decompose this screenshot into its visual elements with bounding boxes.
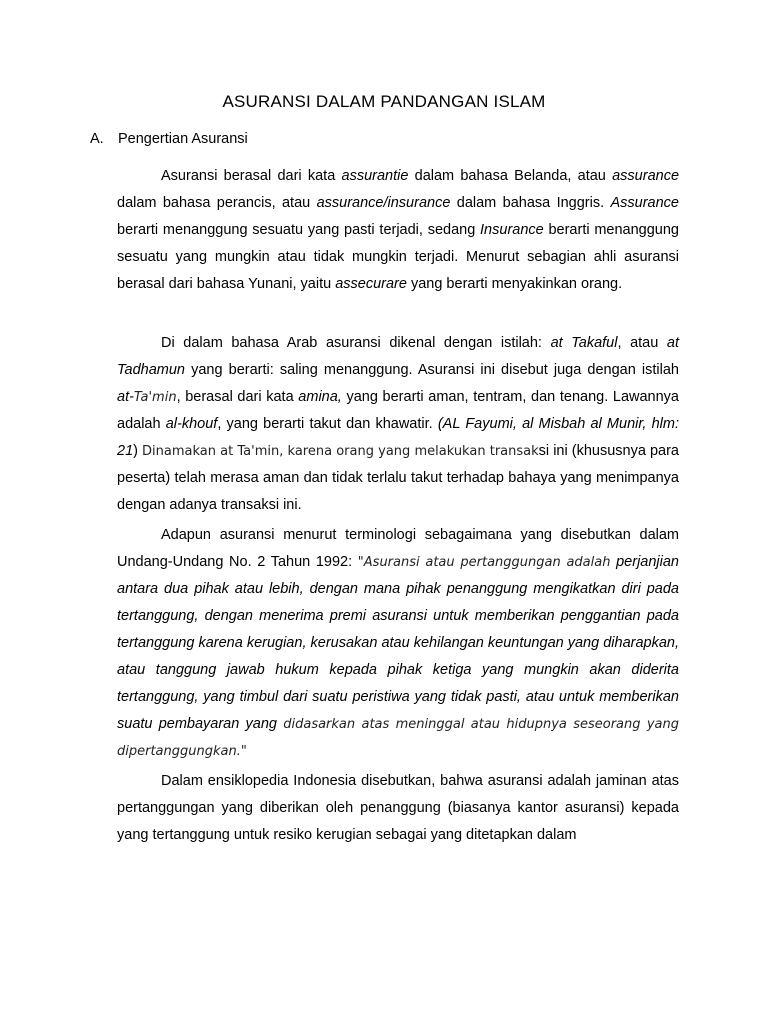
text-run: amina,: [298, 389, 342, 405]
text-run: "Asuransi atau pertanggungan adalah: [357, 555, 611, 570]
text-run: al-khouf: [165, 416, 218, 432]
document-title: ASURANSI DALAM PANDANGAN ISLAM: [222, 92, 546, 111]
text-run: si ini (khususnya para peserta) telah merasa aman dan tidak terlalu takut terhadap bahaya yang menimpanya dengan adanya transaksi ini.: [117, 443, 679, 513]
text-run: at Tadhamun: [117, 335, 679, 378]
text-run: assurance: [612, 168, 680, 184]
text-run: berarti menanggung sesuatu yang pasti terjadi, sedang: [117, 222, 481, 238]
text-run: assurance/insurance: [316, 195, 451, 211]
paragraph-1: [117, 163, 679, 298]
text-run: yang berarti aman, tentram, dan tenang. Lawannya adalah: [117, 389, 679, 432]
text-run: ): [133, 443, 143, 459]
text-run: at Takaful: [550, 335, 618, 351]
text-run: yang berarti menyakinkan orang.: [406, 276, 623, 292]
text-run: assurantie: [341, 168, 409, 184]
text-run: , yang berarti takut dan khawatir.: [217, 416, 438, 432]
text-run: , berasal dari kata: [176, 389, 299, 405]
text-run: berarti menanggung sesuatu yang mungkin atau tidak mungkin terjadi. Menurut sebagian ahli asuransi berasal dari bahasa Yunani, yaitu: [117, 222, 679, 292]
text-run: didasarkan atas meninggal atau hidupnya seseorang yang dipertanggungkan.": [117, 717, 680, 759]
text-run: Dalam ensiklopedia Indonesia disebutkan, bahwa asuransi adalah jaminan atas pertanggungan yang diberikan oleh penanggung (biasanya kantor asuransi) kepada yang tertanggung untuk resiko kerugian sebagai yang ditetapkan dalam: [117, 773, 679, 843]
section-number: A.: [90, 131, 104, 147]
paragraph-text: [117, 330, 679, 519]
paragraph-text: [117, 522, 679, 765]
text-run: Dinamakan at Ta'min, karena orang yang melakukan transak: [142, 444, 539, 459]
text-run: perjanjian antara dua pihak atau lebih, dengan mana pihak penanggung mengikatkan diri pada tertanggung, dengan menerima premi asuransi untuk memberikan penggantian pada tertanggung karena kerugian, kerusakan atau kehilangan keuntungan yang diharapkan, atau tanggung jawab hukum kepada pihak ketiga yang mungkin akan diderita tertanggung, yang timbul dari suatu peristiwa yang tidak pasti, atau untuk memberikan suatu pembayaran yang: [117, 554, 679, 732]
text-run: Adapun asuransi menurut terminologi sebagaimana yang disebutkan dalam Undang-Undang No. 2 Tahun 1992:: [117, 527, 679, 570]
text-run: at-: [117, 389, 134, 405]
paragraph-4: [117, 768, 679, 849]
text-run: dalam bahasa perancis, atau: [117, 195, 317, 211]
text-run: assecurare: [335, 276, 407, 292]
text-run: Asuransi berasal dari kata: [161, 168, 342, 184]
text-run: Assurance: [610, 195, 679, 211]
paragraph-2: [117, 330, 679, 519]
text-run: Insurance: [480, 222, 544, 238]
paragraph-text: [117, 768, 679, 849]
paragraph-text: [117, 163, 679, 298]
section-heading: [90, 131, 248, 147]
text-run: , atau: [617, 335, 667, 351]
text-run: Di dalam bahasa Arab asuransi dikenal dengan istilah:: [161, 335, 551, 351]
paragraph-3: [117, 522, 679, 765]
text-run: (AL Fayumi, al Misbah al Munir, hlm: 21: [117, 416, 679, 459]
section-label: Pengertian Asuransi: [118, 131, 248, 147]
text-run: Ta'min: [133, 390, 177, 405]
text-run: yang berarti: saling menanggung. Asuransi ini disebut juga dengan istilah: [185, 362, 679, 378]
text-run: dalam bahasa Belanda, atau: [408, 168, 613, 184]
text-run: dalam bahasa Inggris.: [450, 195, 611, 211]
